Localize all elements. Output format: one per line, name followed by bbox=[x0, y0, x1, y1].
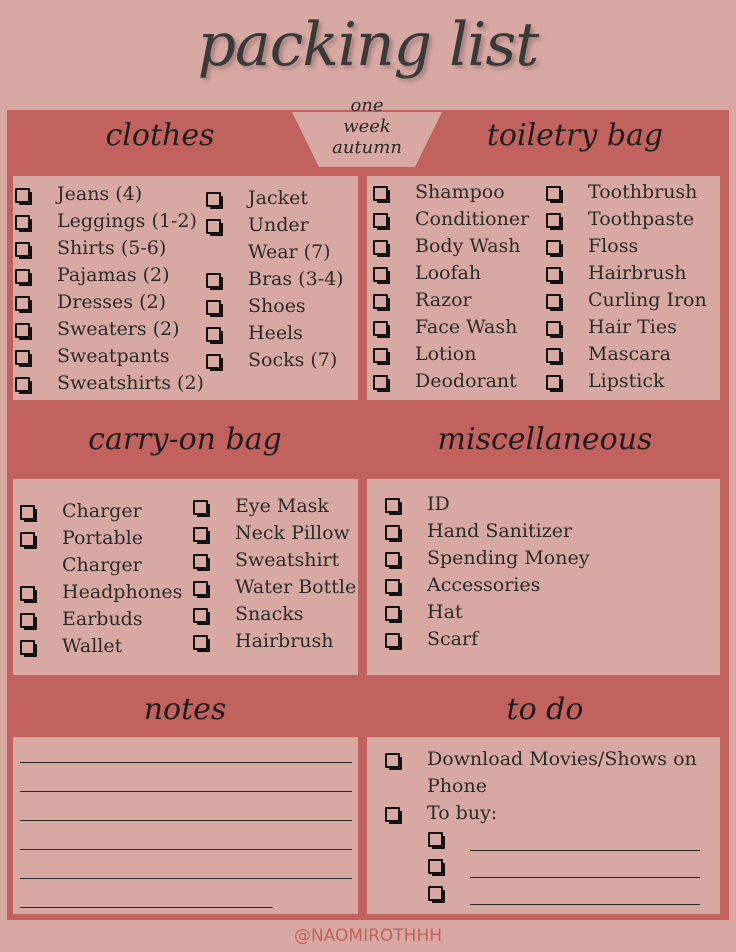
checklist-item-label bbox=[248, 293, 306, 320]
checklist-item[interactable] bbox=[373, 368, 545, 395]
checkbox-icon[interactable] bbox=[373, 240, 388, 255]
checkbox-icon[interactable] bbox=[385, 579, 400, 594]
trip-subtitle bbox=[292, 95, 442, 158]
checklist-item-label bbox=[57, 235, 166, 262]
misc-header: miscellaneous bbox=[437, 422, 653, 457]
checklist-item[interactable] bbox=[15, 181, 205, 208]
checklist-item-text: Jeans (4) bbox=[57, 183, 143, 205]
carryon-header: carry-on bag bbox=[88, 422, 282, 457]
to-buy-line bbox=[470, 850, 700, 851]
checklist-item-text: Spending Money bbox=[427, 547, 590, 569]
checkbox-icon[interactable] bbox=[193, 527, 208, 542]
checklist-item-label bbox=[427, 800, 497, 827]
checkbox-icon[interactable] bbox=[428, 859, 443, 874]
checklist-item-text: Shoes bbox=[248, 295, 306, 317]
checklist-item-label bbox=[235, 574, 356, 601]
notes-header: notes bbox=[143, 692, 227, 727]
checklist-item[interactable] bbox=[206, 266, 356, 293]
checklist-item-text: Portable bbox=[62, 527, 143, 549]
to-buy-item[interactable] bbox=[428, 882, 708, 902]
checklist-item-text: Sweaters (2) bbox=[57, 318, 180, 340]
checkbox-icon[interactable] bbox=[20, 640, 35, 655]
checklist-item-label bbox=[248, 347, 337, 374]
checkbox-icon[interactable] bbox=[385, 552, 400, 567]
checkbox-icon[interactable] bbox=[20, 505, 35, 520]
checkbox-icon[interactable] bbox=[546, 186, 561, 201]
checklist-item[interactable] bbox=[546, 368, 718, 395]
checkbox-icon[interactable] bbox=[206, 192, 221, 207]
checklist-item-text: Toothpaste bbox=[588, 208, 695, 230]
checklist-item[interactable] bbox=[385, 572, 705, 599]
checklist-item[interactable] bbox=[546, 314, 718, 341]
checklist-item[interactable] bbox=[385, 746, 715, 800]
checklist-item-label bbox=[427, 491, 450, 518]
checklist-item-label bbox=[415, 341, 476, 368]
checklist-item[interactable] bbox=[193, 520, 357, 547]
toiletry-list-right bbox=[546, 179, 718, 395]
notes-line[interactable] bbox=[20, 849, 352, 850]
checklist-item-text: Sweatshirts (2) bbox=[57, 372, 204, 394]
checklist-item[interactable] bbox=[193, 601, 357, 628]
checklist-item-text: Floss bbox=[588, 235, 639, 257]
checklist-item-label bbox=[57, 343, 170, 370]
checklist-item-label bbox=[62, 498, 142, 525]
checklist-item-text: Wear (7) bbox=[248, 241, 331, 263]
checkbox-icon[interactable] bbox=[15, 269, 30, 284]
checklist-item[interactable] bbox=[206, 320, 356, 347]
checkbox-icon[interactable] bbox=[373, 294, 388, 309]
checkbox-icon[interactable] bbox=[546, 294, 561, 309]
checklist-item[interactable] bbox=[206, 347, 356, 374]
checkbox-icon[interactable] bbox=[373, 321, 388, 336]
carryon-list-right bbox=[193, 493, 357, 655]
checklist-item-label bbox=[588, 287, 707, 314]
checklist-item-text: Under bbox=[248, 214, 309, 236]
checklist-item-text: Scarf bbox=[427, 628, 479, 650]
checkbox-icon[interactable] bbox=[428, 832, 443, 847]
checklist-item[interactable] bbox=[20, 606, 192, 633]
checklist-item[interactable] bbox=[373, 233, 545, 260]
checklist-item-text: Pajamas (2) bbox=[57, 264, 170, 286]
to-buy-line bbox=[470, 877, 700, 878]
checkbox-icon[interactable] bbox=[193, 608, 208, 623]
checklist-item[interactable] bbox=[373, 341, 545, 368]
checklist-item-label bbox=[588, 233, 638, 260]
checklist-item-text: Curling Iron bbox=[588, 289, 707, 311]
checkbox-icon[interactable] bbox=[385, 498, 400, 513]
checklist-item[interactable] bbox=[206, 293, 356, 320]
checkbox-icon[interactable] bbox=[373, 213, 388, 228]
checkbox-icon[interactable] bbox=[385, 525, 400, 540]
checklist-item-label bbox=[415, 206, 529, 233]
checklist-item-label bbox=[57, 370, 204, 397]
checklist-item[interactable] bbox=[15, 262, 205, 289]
checklist-item[interactable] bbox=[20, 579, 192, 606]
page-title: packing list bbox=[197, 10, 539, 80]
checklist-item-text: Shirts (5-6) bbox=[57, 237, 167, 259]
checklist-item-text: Charger bbox=[62, 554, 142, 576]
checklist-item[interactable] bbox=[373, 179, 545, 206]
todo-list bbox=[385, 746, 715, 827]
checklist-item-label bbox=[248, 185, 308, 212]
checklist-item-text: Hairbrush bbox=[235, 630, 334, 652]
notes-line[interactable] bbox=[20, 907, 273, 908]
checklist-item-label bbox=[62, 579, 182, 606]
checklist-item-label bbox=[588, 314, 677, 341]
checklist-item-text: Hairbrush bbox=[588, 262, 687, 284]
checklist-item-text: Water Bottle bbox=[235, 576, 357, 598]
clothes-header: clothes bbox=[105, 118, 215, 153]
subtitle-line-3: autumn bbox=[332, 137, 402, 158]
checklist-item[interactable] bbox=[15, 316, 205, 343]
subtitle-line-1: one bbox=[350, 95, 384, 116]
notes-line[interactable] bbox=[20, 762, 352, 763]
checkbox-icon[interactable] bbox=[206, 273, 221, 288]
checklist-item[interactable] bbox=[20, 525, 192, 579]
checklist-item[interactable] bbox=[546, 233, 718, 260]
checkbox-icon[interactable] bbox=[428, 886, 443, 901]
checklist-item-label bbox=[248, 266, 344, 293]
checklist-item-label bbox=[62, 525, 143, 579]
checkbox-icon[interactable] bbox=[193, 635, 208, 650]
checklist-item[interactable] bbox=[546, 287, 718, 314]
checklist-item-text: Neck Pillow bbox=[235, 522, 350, 544]
checklist-item-text: Jacket bbox=[248, 187, 308, 209]
checklist-item-label bbox=[427, 545, 589, 572]
checklist-item-text: Body Wash bbox=[415, 235, 521, 257]
checklist-item-text: Mascara bbox=[588, 343, 671, 365]
checklist-item-label bbox=[427, 572, 540, 599]
carryon-list-left bbox=[20, 498, 192, 660]
checkbox-icon[interactable] bbox=[373, 186, 388, 201]
checkbox-icon[interactable] bbox=[206, 300, 221, 315]
toiletry-header: toiletry bag bbox=[486, 118, 664, 153]
checklist-item-text: Socks (7) bbox=[248, 349, 338, 371]
checklist-item-label bbox=[62, 606, 143, 633]
checklist-item-label bbox=[588, 341, 671, 368]
checklist-item-label bbox=[57, 208, 197, 235]
checklist-item[interactable] bbox=[546, 179, 718, 206]
checkbox-icon[interactable] bbox=[206, 354, 221, 369]
checklist-item-label bbox=[235, 520, 350, 547]
checkbox-icon[interactable] bbox=[193, 500, 208, 515]
checkbox-icon[interactable] bbox=[193, 581, 208, 596]
checklist-item-text: Conditioner bbox=[415, 208, 530, 230]
checklist-item[interactable] bbox=[546, 260, 718, 287]
checklist-item-text: Lipstick bbox=[588, 370, 665, 392]
checklist-item[interactable] bbox=[385, 626, 705, 653]
checkbox-icon[interactable] bbox=[546, 213, 561, 228]
checklist-item[interactable] bbox=[193, 574, 357, 601]
checklist-item-text: Sweatshirt bbox=[235, 549, 340, 571]
checklist-item[interactable] bbox=[385, 491, 705, 518]
checklist-item-text: Earbuds bbox=[62, 608, 143, 630]
checklist-item-text: Sweatpants bbox=[57, 345, 170, 367]
checkbox-icon[interactable] bbox=[373, 348, 388, 363]
clothes-list-right bbox=[206, 185, 356, 374]
to-buy-line bbox=[470, 904, 700, 905]
checklist-item-label bbox=[235, 493, 329, 520]
checkbox-icon[interactable] bbox=[373, 267, 388, 282]
checklist-item[interactable] bbox=[20, 633, 192, 660]
checklist-item[interactable] bbox=[373, 314, 545, 341]
checklist-item-label bbox=[415, 368, 517, 395]
clothes-list-left bbox=[15, 181, 205, 397]
checklist-item-label bbox=[248, 212, 331, 266]
checklist-item[interactable] bbox=[373, 287, 545, 314]
checklist-item[interactable] bbox=[15, 343, 205, 370]
checkbox-icon[interactable] bbox=[15, 296, 30, 311]
checklist-item-label bbox=[588, 260, 687, 287]
checkbox-icon[interactable] bbox=[373, 375, 388, 390]
checkbox-icon[interactable] bbox=[193, 554, 208, 569]
notes-line[interactable] bbox=[20, 820, 352, 821]
checklist-item-label bbox=[588, 179, 697, 206]
checkbox-icon[interactable] bbox=[206, 327, 221, 342]
checklist-item-text: Charger bbox=[62, 500, 142, 522]
checklist-item-label bbox=[415, 179, 505, 206]
checkbox-icon[interactable] bbox=[15, 323, 30, 338]
checkbox-icon[interactable] bbox=[20, 613, 35, 628]
checkbox-icon[interactable] bbox=[20, 532, 35, 547]
checkbox-icon[interactable] bbox=[385, 807, 400, 822]
todo-header: to do bbox=[506, 692, 584, 727]
checklist-item[interactable] bbox=[546, 341, 718, 368]
checkbox-icon[interactable] bbox=[385, 606, 400, 621]
checklist-item[interactable] bbox=[20, 498, 192, 525]
checkbox-icon[interactable] bbox=[546, 240, 561, 255]
checklist-item[interactable] bbox=[206, 185, 356, 212]
checkbox-icon[interactable] bbox=[15, 350, 30, 365]
notes-line[interactable] bbox=[20, 791, 352, 792]
checklist-item[interactable] bbox=[15, 370, 205, 397]
checklist-item[interactable] bbox=[546, 206, 718, 233]
checklist-item-text: Snacks bbox=[235, 603, 304, 625]
checkbox-icon[interactable] bbox=[385, 753, 400, 768]
to-buy-item[interactable] bbox=[428, 855, 708, 875]
checklist-item-text: Deodorant bbox=[415, 370, 517, 392]
checklist-item-label bbox=[427, 599, 463, 626]
checklist-item-label bbox=[415, 233, 521, 260]
checklist-item-text: Phone bbox=[427, 775, 487, 797]
subtitle-line-2: week bbox=[343, 116, 391, 137]
checklist-item-label bbox=[427, 626, 478, 653]
checklist-item-text: Loofah bbox=[415, 262, 482, 284]
checklist-item-label bbox=[57, 262, 170, 289]
checklist-item[interactable] bbox=[193, 493, 357, 520]
checklist-item-label bbox=[415, 260, 481, 287]
checklist-item-label bbox=[57, 289, 166, 316]
toiletry-list-left bbox=[373, 179, 545, 395]
checkbox-icon[interactable] bbox=[385, 633, 400, 648]
checkbox-icon[interactable] bbox=[546, 348, 561, 363]
checklist-item-label bbox=[57, 181, 142, 208]
checklist-item-label bbox=[235, 628, 334, 655]
checklist-item-text: Dresses (2) bbox=[57, 291, 167, 313]
checklist-item-label bbox=[415, 314, 517, 341]
checkbox-icon[interactable] bbox=[20, 586, 35, 601]
checklist-item[interactable] bbox=[193, 628, 357, 655]
checklist-item-text: Bras (3-4) bbox=[248, 268, 344, 290]
to-buy-item[interactable] bbox=[428, 828, 708, 848]
checkbox-icon[interactable] bbox=[546, 321, 561, 336]
misc-list bbox=[385, 491, 705, 653]
checklist-item-label bbox=[588, 368, 664, 395]
checklist-item[interactable] bbox=[15, 289, 205, 316]
checkbox-icon[interactable] bbox=[15, 215, 30, 230]
checkbox-icon[interactable] bbox=[546, 267, 561, 282]
checklist-item-label bbox=[415, 287, 472, 314]
checklist-item[interactable] bbox=[373, 206, 545, 233]
checklist-item[interactable] bbox=[385, 518, 705, 545]
checkbox-icon[interactable] bbox=[206, 219, 221, 234]
checklist-item-text: Leggings (1-2) bbox=[57, 210, 197, 232]
footer-handle: @NAOMIROTHHH bbox=[293, 926, 443, 946]
checklist-item[interactable] bbox=[373, 260, 545, 287]
checklist-item[interactable] bbox=[385, 599, 705, 626]
checklist-item-text: ID bbox=[427, 493, 450, 515]
checkbox-icon[interactable] bbox=[15, 242, 30, 257]
checkbox-icon[interactable] bbox=[15, 377, 30, 392]
checklist-item[interactable] bbox=[15, 208, 205, 235]
checklist-item[interactable] bbox=[385, 545, 705, 572]
checklist-item-text: Accessories bbox=[427, 574, 541, 596]
checklist-item[interactable] bbox=[385, 800, 715, 827]
checklist-item-text: Wallet bbox=[62, 635, 123, 657]
checklist-item-text: Hair Ties bbox=[588, 316, 677, 338]
checklist-item-label bbox=[248, 320, 303, 347]
checklist-item-text: Hand Sanitizer bbox=[427, 520, 573, 542]
checklist-item-label bbox=[62, 633, 122, 660]
checkbox-icon[interactable] bbox=[546, 375, 561, 390]
checklist-item[interactable] bbox=[15, 235, 205, 262]
checklist-item-label bbox=[235, 547, 339, 574]
checklist-item-label bbox=[57, 316, 180, 343]
checklist-item-text: Toothbrush bbox=[588, 181, 698, 203]
notes-line[interactable] bbox=[20, 878, 352, 879]
checklist-item-text: Eye Mask bbox=[235, 495, 329, 517]
checklist-item-text: Razor bbox=[415, 289, 472, 311]
checklist-item-text: To buy: bbox=[427, 802, 498, 824]
checklist-item-text: Download Movies/Shows on bbox=[427, 748, 697, 770]
checklist-item-text: Heels bbox=[248, 322, 303, 344]
checklist-item-label bbox=[235, 601, 304, 628]
checklist-item-text: Shampoo bbox=[415, 181, 505, 203]
checklist-item-label bbox=[588, 206, 694, 233]
checklist-item-label bbox=[427, 518, 572, 545]
checkbox-icon[interactable] bbox=[15, 188, 30, 203]
checklist-item[interactable] bbox=[193, 547, 357, 574]
notes-panel bbox=[13, 737, 358, 914]
checklist-item-text: Headphones bbox=[62, 581, 183, 603]
checklist-item-label bbox=[427, 746, 697, 800]
checklist-item-text: Face Wash bbox=[415, 316, 518, 338]
checklist-item-text: Hat bbox=[427, 601, 463, 623]
checklist-item[interactable] bbox=[206, 212, 356, 266]
checklist-item-text: Lotion bbox=[415, 343, 477, 365]
